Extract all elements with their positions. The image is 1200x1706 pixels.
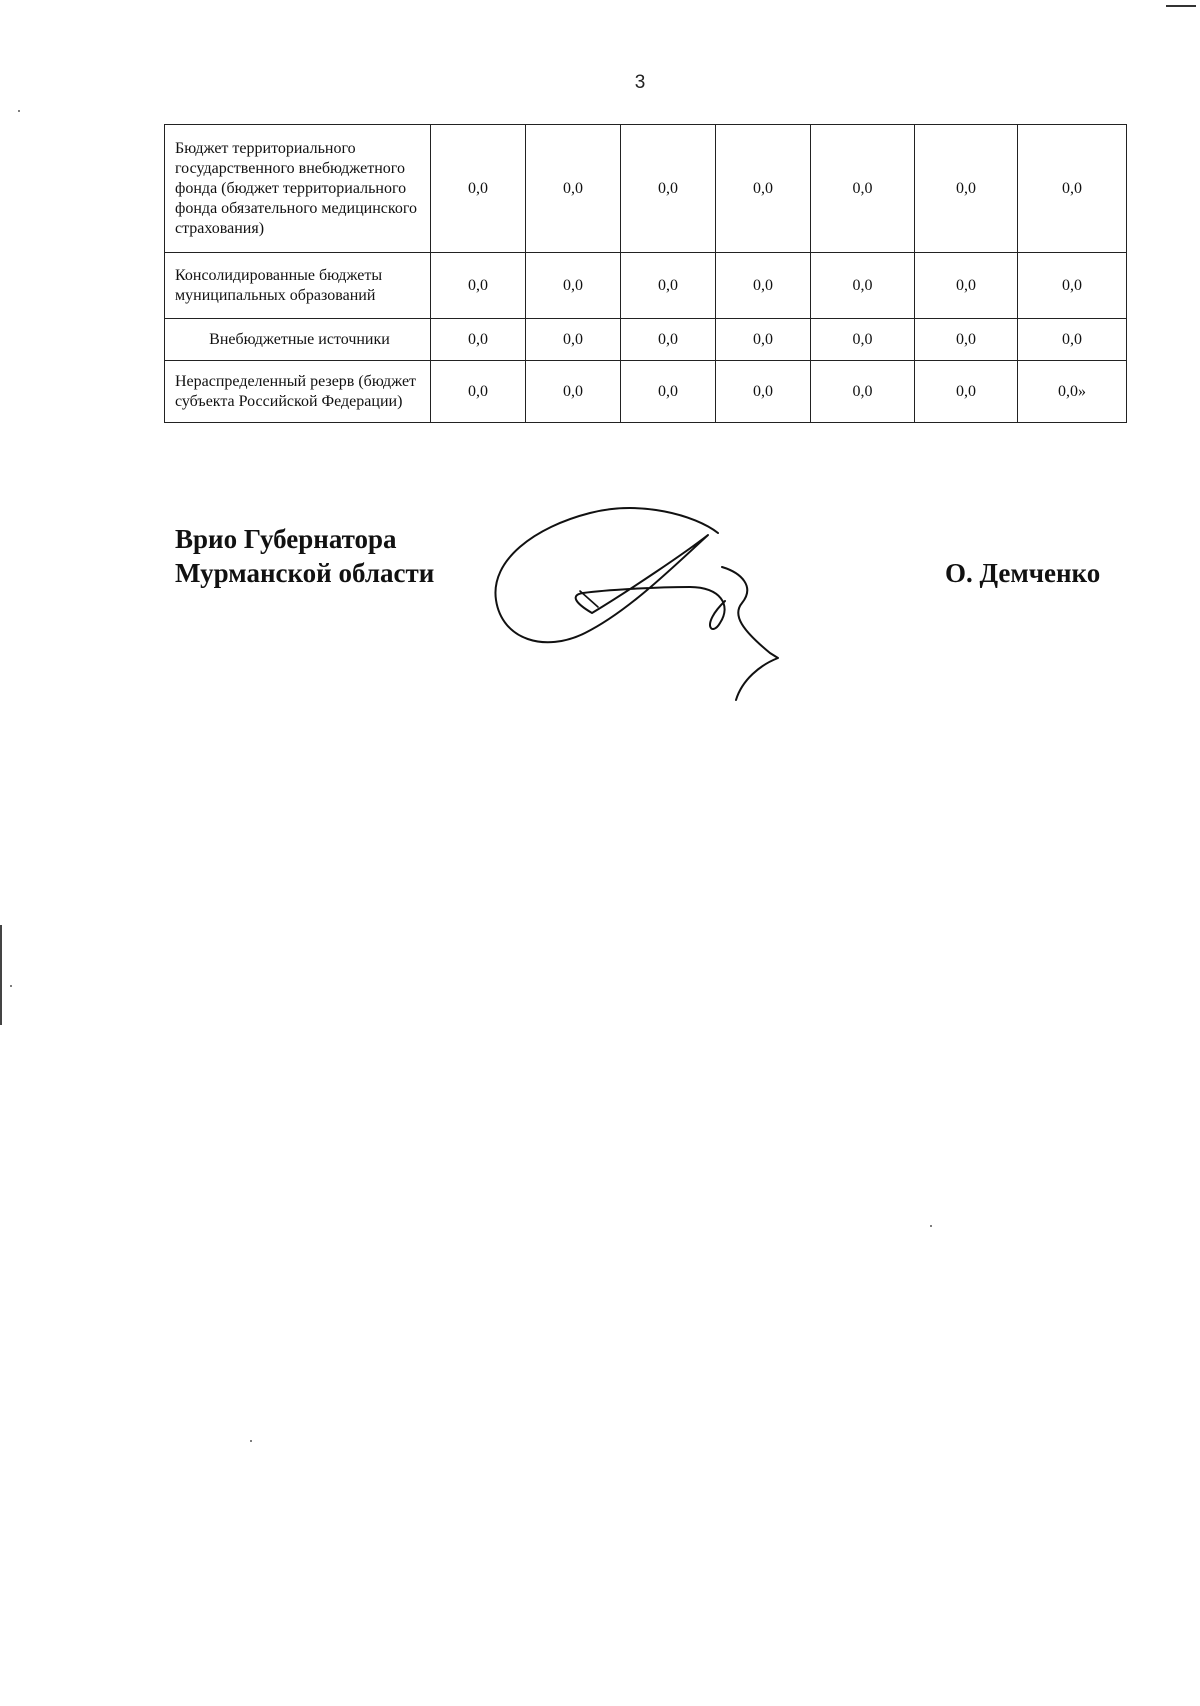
table-cell: 0,0 — [716, 125, 811, 253]
table-cell: 0,0 — [915, 319, 1018, 361]
table-cell: 0,0 — [811, 125, 915, 253]
table-cell: 0,0 — [621, 253, 716, 319]
position-line: Врио Губернатора — [175, 524, 397, 554]
scan-artifact — [18, 110, 20, 112]
table-cell: 0,0 — [526, 253, 621, 319]
row-label: Нераспределенный резерв (бюджет субъекта Российской Федерации) — [165, 361, 431, 423]
table-cell: 0,0» — [1018, 361, 1127, 423]
position-line: Мурманской области — [175, 558, 435, 588]
table-cell: 0,0 — [621, 125, 716, 253]
scan-artifact — [0, 925, 2, 1025]
scan-artifact — [930, 1225, 932, 1227]
signature-icon — [480, 505, 840, 705]
row-label: Бюджет территориального государственного внебюджетного фонда (бюджет территориального фонда обязательного медицинского страхования) — [165, 125, 431, 253]
table-row — [165, 253, 1127, 319]
row-label: Внебюджетные источники — [165, 319, 431, 361]
table-cell: 0,0 — [811, 319, 915, 361]
table-cell: 0,0 — [716, 361, 811, 423]
table-cell: 0,0 — [431, 125, 526, 253]
table-cell: 0,0 — [915, 253, 1018, 319]
table-cell: 0,0 — [716, 319, 811, 361]
signatory-position — [175, 522, 434, 590]
signatory-name: О. Демченко — [945, 558, 1101, 588]
table-cell: 0,0 — [1018, 253, 1127, 319]
page-number: 3 — [634, 72, 646, 93]
table-cell: 0,0 — [526, 319, 621, 361]
table-cell: 0,0 — [915, 361, 1018, 423]
scan-artifact — [10, 985, 12, 987]
table-cell: 0,0 — [621, 361, 716, 423]
row-label: Консолидированные бюджеты муниципальных образований — [165, 253, 431, 319]
table-cell: 0,0 — [431, 319, 526, 361]
table-cell: 0,0 — [526, 125, 621, 253]
table-cell: 0,0 — [811, 361, 915, 423]
table-cell: 0,0 — [1018, 125, 1127, 253]
scan-artifact — [1166, 5, 1196, 7]
table-cell: 0,0 — [526, 361, 621, 423]
scan-artifact — [250, 1440, 252, 1442]
budget-table — [164, 124, 1127, 423]
table-cell: 0,0 — [915, 125, 1018, 253]
table-cell: 0,0 — [431, 361, 526, 423]
table-row — [165, 361, 1127, 423]
table-cell: 0,0 — [621, 319, 716, 361]
table-cell: 0,0 — [1018, 319, 1127, 361]
table-row — [165, 319, 1127, 361]
table-cell: 0,0 — [716, 253, 811, 319]
table-cell: 0,0 — [431, 253, 526, 319]
table-cell: 0,0 — [811, 253, 915, 319]
table-row — [165, 125, 1127, 253]
